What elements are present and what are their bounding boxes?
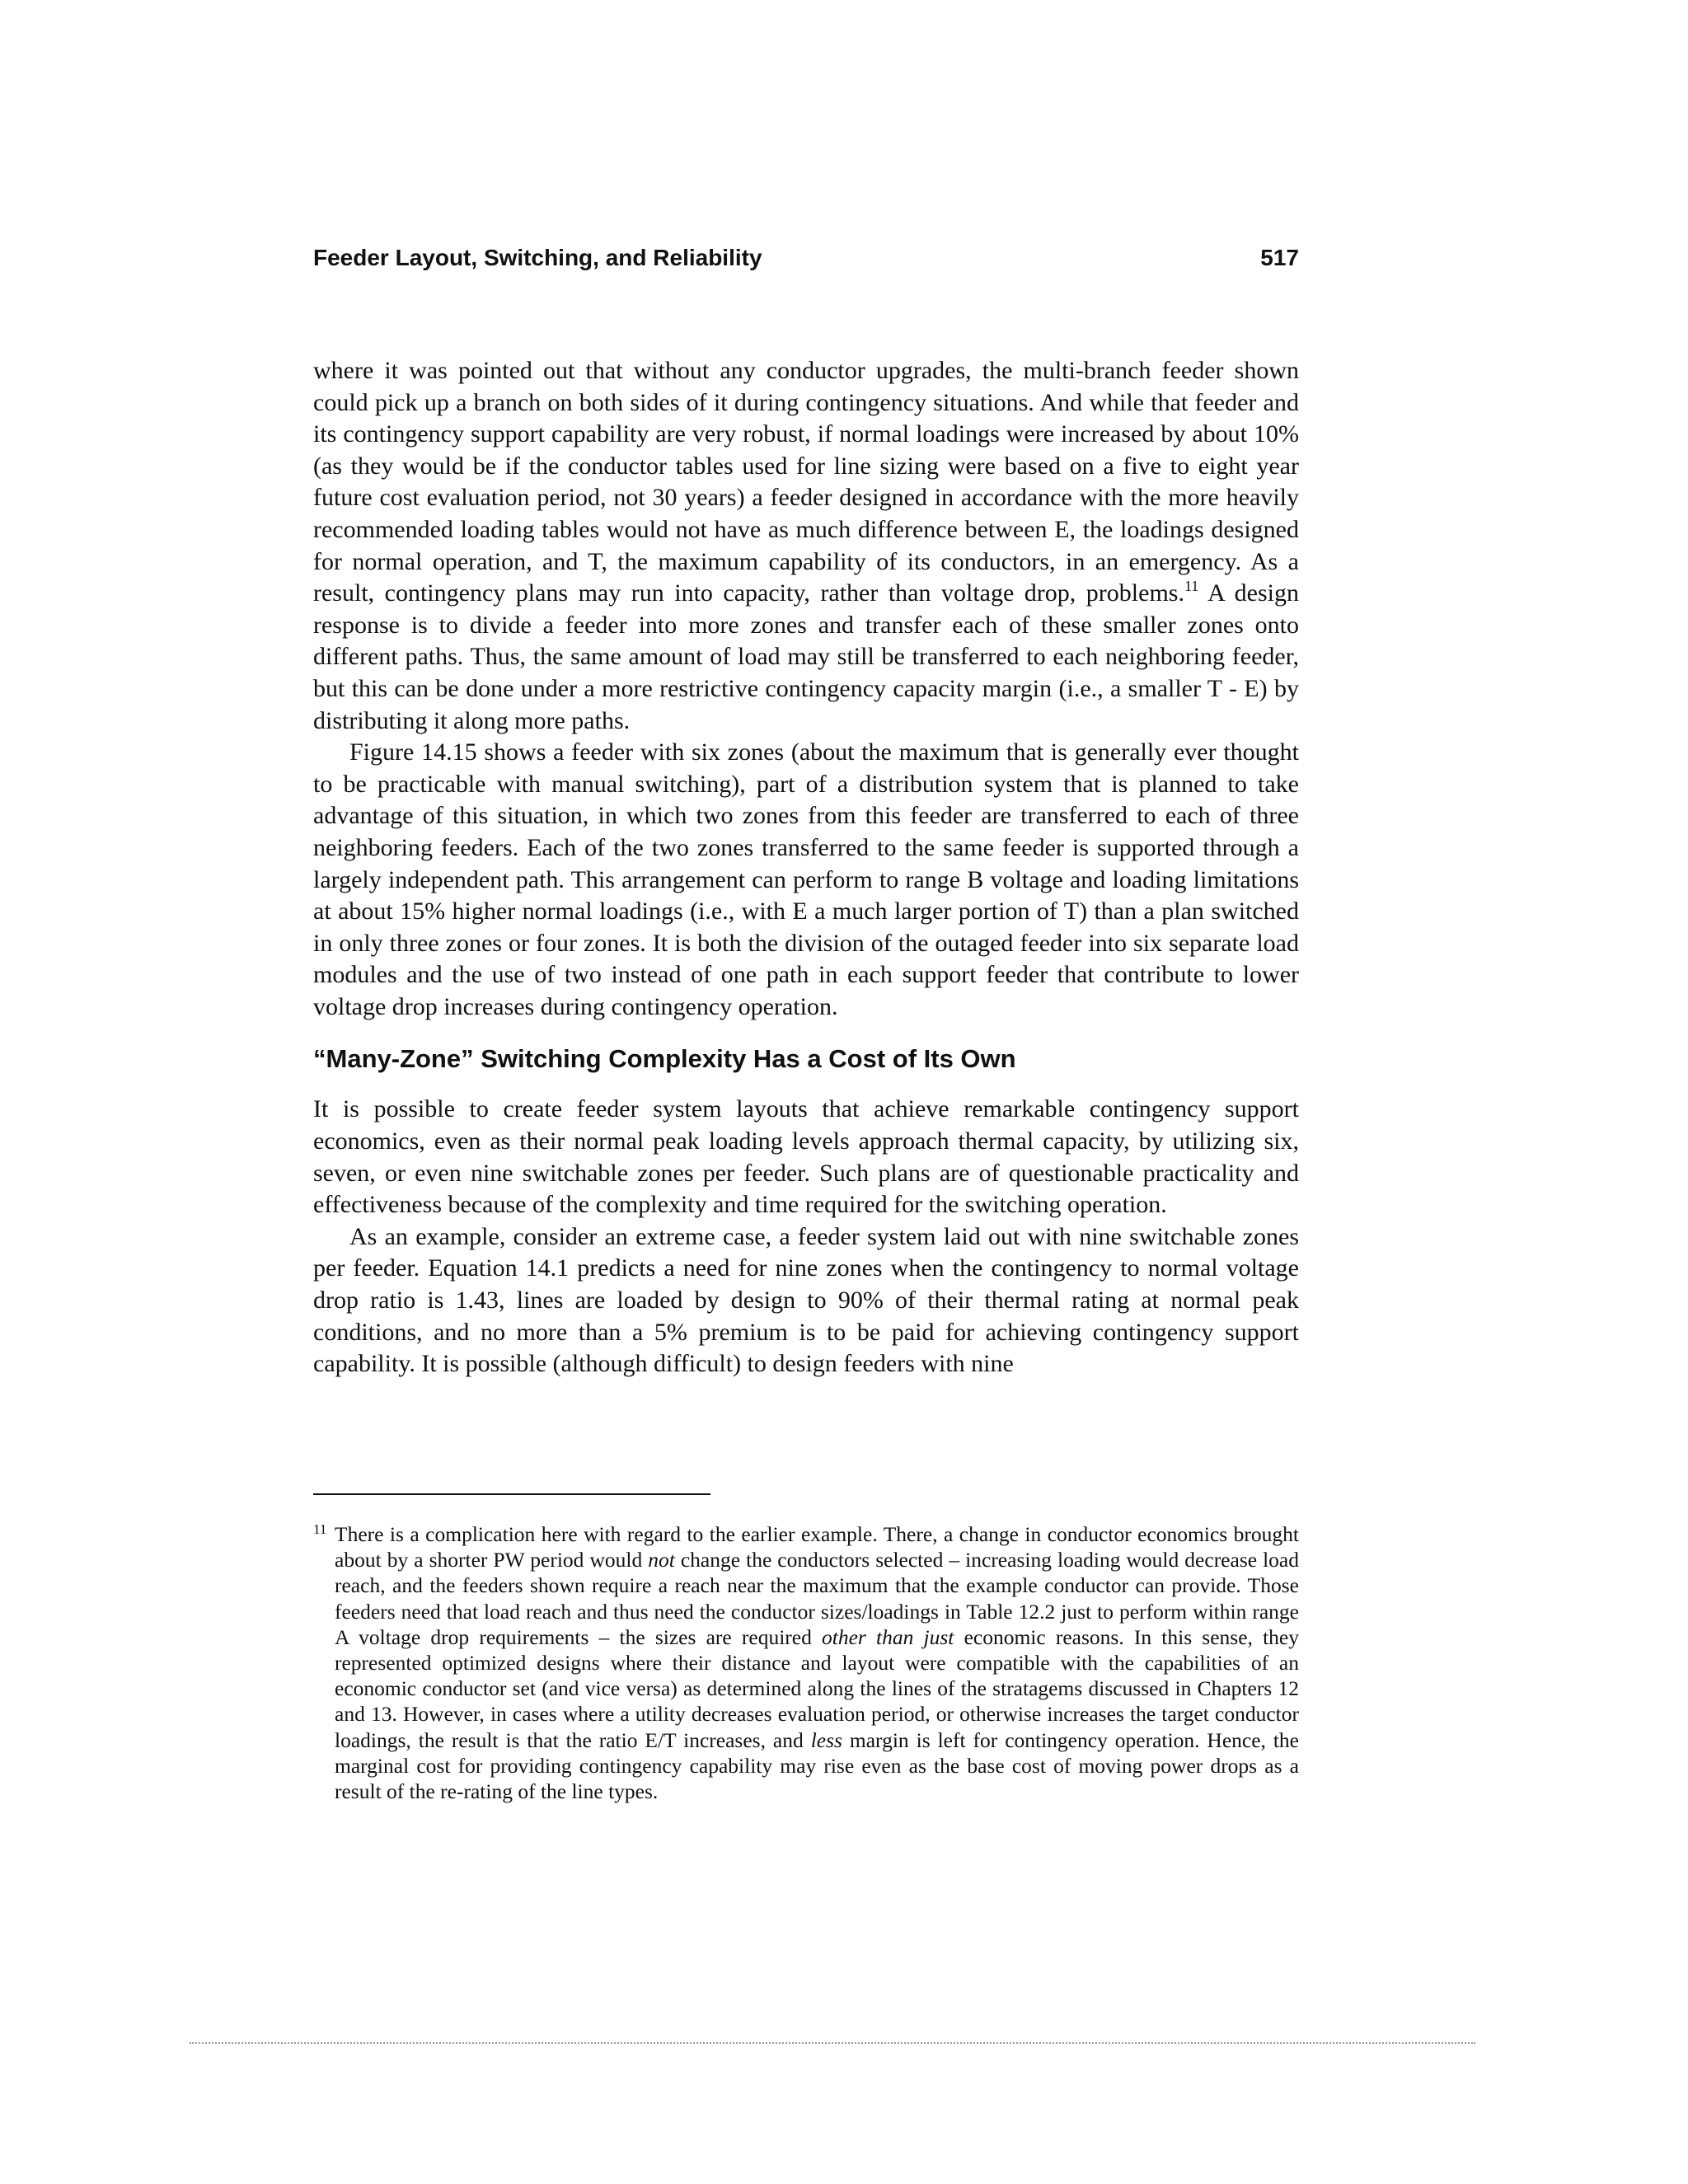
section-heading: “Many-Zone” Switching Complexity Has a Cost of Its Own bbox=[313, 1044, 1016, 1074]
running-head bbox=[313, 241, 1299, 274]
paragraph-1-part-b: A design response is to divide a feeder into more zones and transfer each of these smaller zones onto different paths. Thus, the same amount of load may still be transferred to each neighboring feeder, but this can be done under a more restrictive contingency capacity margin (i.e., a smaller T - E) by distributing it along more paths. bbox=[313, 579, 1299, 734]
footnote-text-4: margin is left for contingency operation. Hence, the marginal cost for providing contingency capability may rise even as the base cost of moving power drops as a result of the re-rating of the line types. bbox=[335, 1727, 1300, 1804]
paragraph-1 bbox=[313, 355, 1299, 737]
scan-edge-artifact bbox=[190, 2042, 1475, 2044]
running-title: Feeder Layout, Switching, and Reliability bbox=[313, 245, 762, 270]
body-text bbox=[313, 355, 1299, 1380]
footnote-divider bbox=[313, 1493, 710, 1495]
paragraph-2: Figure 14.15 shows a feeder with six zones (about the maximum that is generally ever thought to be practicable with manual switching), part of a distribution system that is planned to take advantage of this situation, in which two zones from this feeder are transferred to each of three neighboring feeders. Each of the two zones transferred to the same feeder is supported through a largely independent path. This arrangement can perform to range B voltage and loading limitations at about 15% higher normal loadings (i.e., with E a much larger portion of T) than a plan switched in only three zones or four zones. It is both the division of the outaged feeder into six separate load modules and the use of two instead of one path in each support feeder that contribute to lower voltage drop increases during contingency operation. bbox=[313, 738, 1299, 1020]
footnote-text-1: There is a complication here with regard to the earlier example. There, a change in conductor economics brought about by a shorter PW period would bbox=[335, 1522, 1299, 1572]
footnote bbox=[313, 1521, 1299, 1804]
paragraph-1-part-a: where it was pointed out that without any conductor upgrades, the multi-branch feeder shown could pick up a branch on both sides of it during contingency situations. And while that feeder and its contingency support capability are very robust, if normal loadings were increased by about 10% (as they would be if the conductor tables used for line sizing were based on a five to eight year future cost evaluation period, not 30 years) a feeder designed in accordance with the more heavily recommended loading tables would not have as much difference between E, the loadings designed for normal operation, and T, the maximum capability of its conductors, in an emergency. As a result, contingency plans may run into capacity, rather than voltage drop, problems. bbox=[313, 357, 1299, 607]
footnote-emphasis-3: less bbox=[810, 1727, 842, 1752]
footnote-text-3: economic reasons. In this sense, they represented optimized designs where their distance and layout were compatible with the capabilities of an economic conductor set (and vice versa) as determined along the lines of the stratagems discussed in Chapters 12 and 13. However, in cases where a utility decreases evaluation period, or otherwise increases the target conductor loadings, the result is that the ratio E/T increases, and bbox=[335, 1624, 1299, 1752]
footnote-emphasis-2: other than just bbox=[822, 1624, 954, 1649]
footnote-text bbox=[313, 1521, 1299, 1804]
paragraph-4: As an example, consider an extreme case, a feeder system laid out with nine switchable zones per feeder. Equation 14.1 predicts a need for nine zones when the contingency to normal voltage drop ratio is 1.43, lines are loaded by design to 90% of their thermal rating at normal peak conditions, and no more than a 5% premium is to be paid for achieving contingency support capability. It is possible (although difficult) to design feeders with nine bbox=[313, 1222, 1299, 1378]
footnote-text-2: change the conductors selected – increasing loading would decrease load reach, and the feeders shown require a reach near the maximum that the example conductor can provide. Those feeders need that load reach and thus need the conductor sizes/loadings in Table 12.2 just to perform within range A voltage drop requirements – the sizes are required bbox=[335, 1548, 1299, 1649]
paragraph-3: It is possible to create feeder system layouts that achieve remarkable contingency support economics, even as their normal peak loading levels approach thermal capacity, by utilizing six, seven, or even nine switchable zones per feeder. Such plans are of questionable practicality and effectiveness because of the complexity and time required for the switching operation. bbox=[313, 1095, 1299, 1219]
footnote-emphasis-1: not bbox=[648, 1548, 675, 1572]
page-number: 517 bbox=[1260, 245, 1299, 270]
footnote-mark: 11 bbox=[313, 1521, 327, 1537]
footnote-reference: 11 bbox=[1184, 578, 1199, 595]
